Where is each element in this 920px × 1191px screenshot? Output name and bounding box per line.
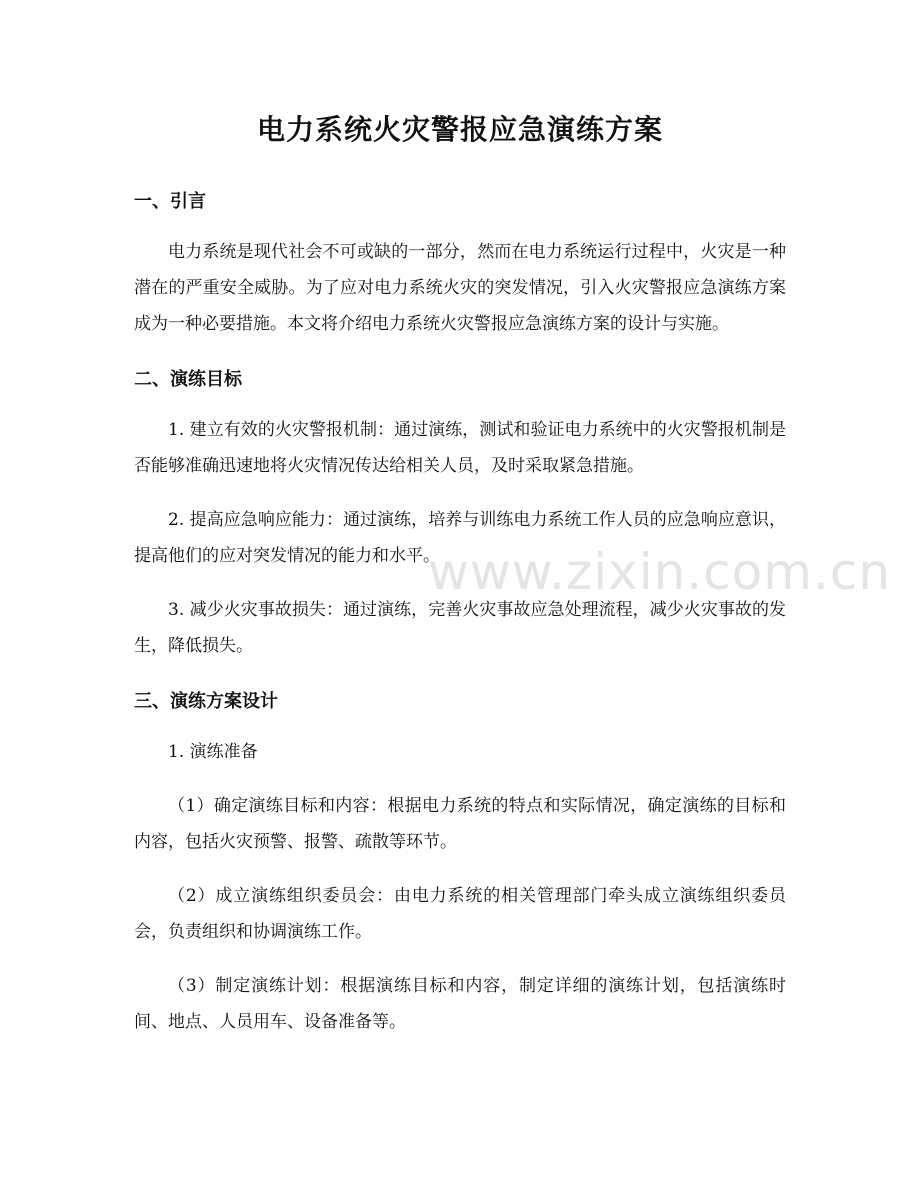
paragraph: 2. 提高应急响应能力：通过演练，培养与训练电力系统工作人员的应急响应意识，提高他们的应对突发情况的能力和水平。: [134, 510, 786, 566]
section-heading: 二、演练目标: [134, 369, 242, 390]
watermark: www.zixin.com.cn: [428, 543, 892, 601]
paragraph: （2）成立演练组织委员会：由电力系统的相关管理部门牵头成立演练组织委员会，负责组织和协调演练工作。: [134, 886, 786, 942]
document-title: 电力系统火灾警报应急演练方案: [256, 113, 663, 146]
paragraph: 1. 演练准备: [168, 742, 258, 762]
section-drill-plan-design: [134, 682, 786, 1040]
section-introduction: [134, 182, 786, 342]
document-body: [134, 182, 786, 1058]
paragraph: （3）制定演练计划：根据演练目标和内容，制定详细的演练计划，包括演练时间、地点、人员用车、设备准备等。: [134, 976, 786, 1032]
section-heading: 一、引言: [134, 191, 206, 212]
paragraph: 1. 建立有效的火灾警报机制：通过演练，测试和验证电力系统中的火灾警报机制是否能够准确迅速地将火灾情况传达给相关人员，及时采取紧急措施。: [134, 420, 786, 476]
section-heading: 三、演练方案设计: [134, 691, 278, 712]
paragraph: 3. 减少火灾事故损失：通过演练，完善火灾事故应急处理流程，减少火灾事故的发生，降低损失。: [134, 600, 786, 656]
paragraph: （1）确定演练目标和内容：根据电力系统的特点和实际情况，确定演练的目标和内容，包括火灾预警、报警、疏散等环节。: [134, 796, 786, 852]
section-drill-objectives: [134, 360, 786, 664]
paragraph: 电力系统是现代社会不可或缺的一部分，然而在电力系统运行过程中，火灾是一种潜在的严重安全威胁。为了应对电力系统火灾的突发情况，引入火灾警报应急演练方案成为一种必要措施。本文将介绍电力系统火灾警报应急演练方案的设计与实施。: [134, 242, 786, 334]
